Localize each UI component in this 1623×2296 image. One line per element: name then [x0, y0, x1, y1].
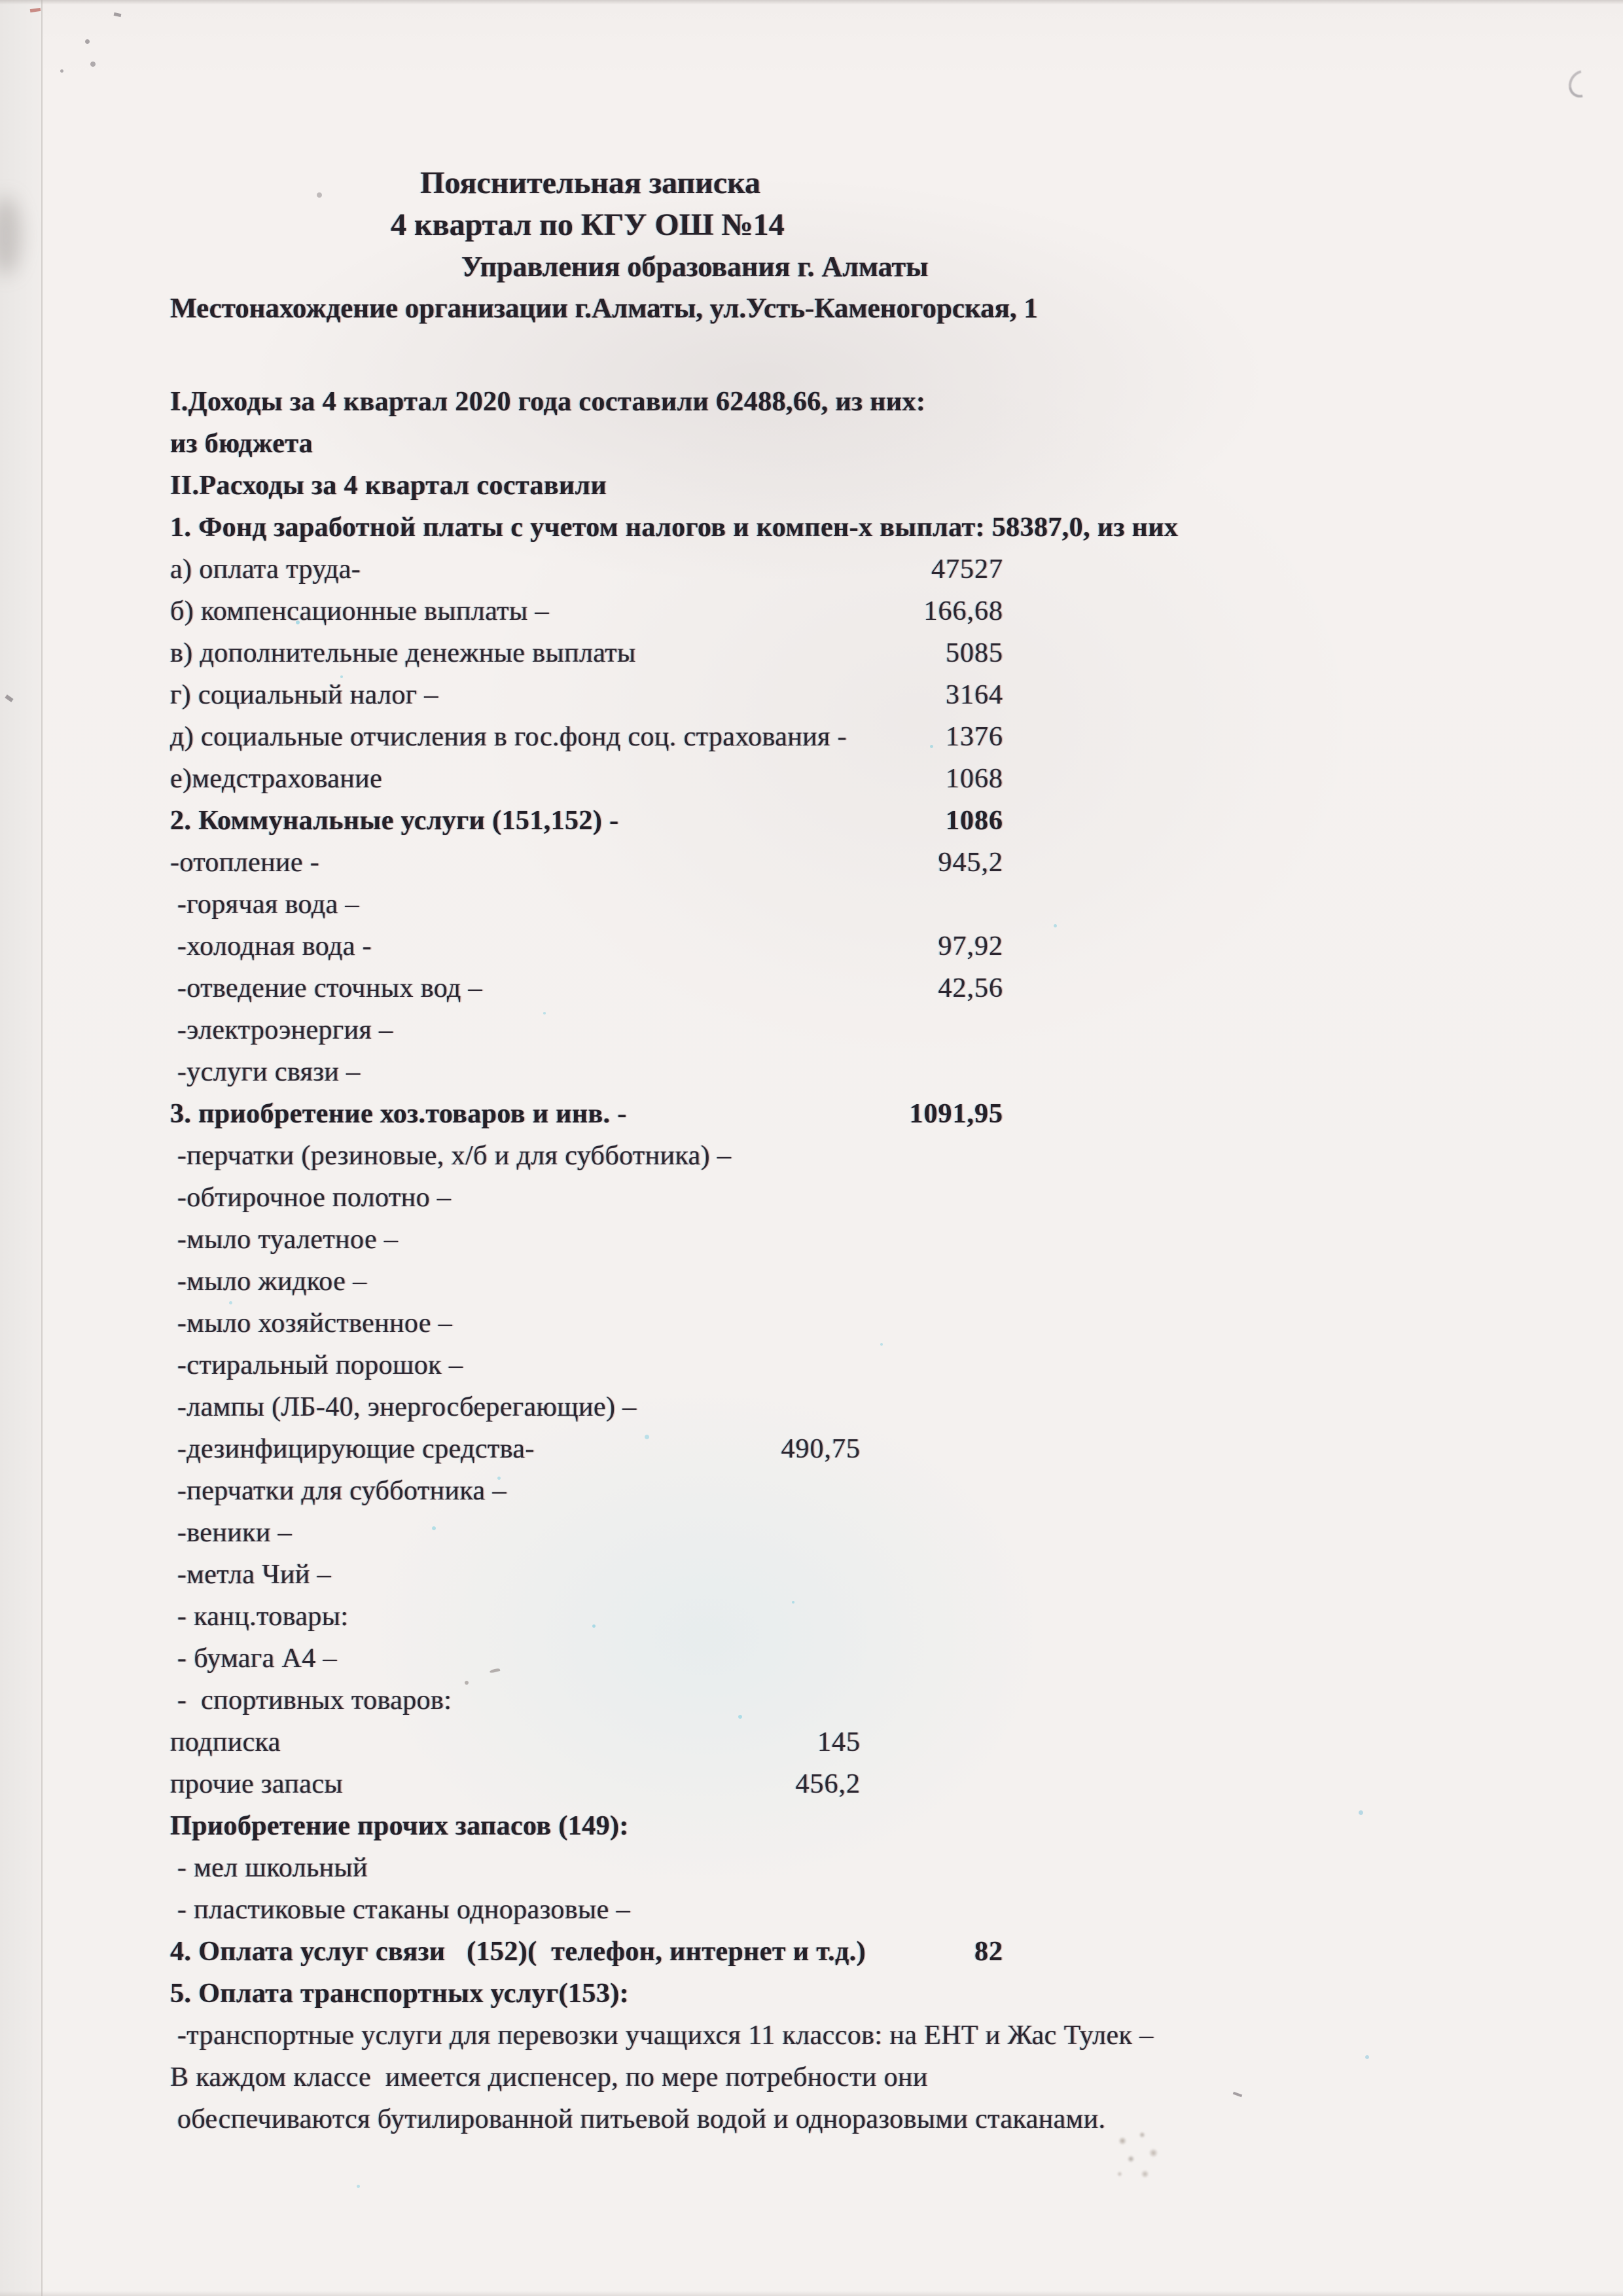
doc-line-text: -стиральный порошок – — [170, 1350, 463, 1380]
doc-line — [0, 590, 1623, 632]
doc-line-text: 2. Коммунальные услуги (151,152) - — [170, 806, 619, 836]
doc-line — [0, 758, 1623, 800]
doc-line-text: -веники – — [170, 1518, 293, 1548]
doc-line-text: б) компенсационные выплаты – — [170, 596, 549, 626]
doc-line-value: 145 — [817, 1727, 861, 1757]
doc-line — [0, 423, 1623, 465]
doc-line-text: -отведение сточных вод – — [170, 973, 482, 1003]
doc-line-text: - канц.товары: — [170, 1602, 349, 1632]
doc-line-value: 456,2 — [795, 1769, 861, 1799]
doc-title-line-4: Местонахождение организации г.Алматы, ул.Усть-Каменогорская, 1 — [170, 293, 1038, 324]
doc-line — [0, 548, 1623, 590]
doc-line-text: -дезинфицирующие средства- — [170, 1434, 535, 1464]
doc-line — [0, 1596, 1623, 1638]
doc-line-text: - спортивных товаров: — [170, 1685, 452, 1715]
doc-line — [0, 1805, 1623, 1847]
doc-line — [0, 1009, 1623, 1051]
doc-line — [0, 1135, 1623, 1177]
doc-line-text: -метла Чий – — [170, 1560, 332, 1590]
doc-line-text: Приобретение прочих запасов (149): — [170, 1811, 629, 1841]
doc-line — [0, 1386, 1623, 1428]
doc-line-value: 1086 — [946, 806, 1003, 836]
doc-line-value: 47527 — [931, 554, 1003, 584]
doc-line-value: 1376 — [946, 722, 1003, 752]
doc-line — [0, 507, 1623, 548]
doc-line-text: -горячая вода – — [170, 889, 359, 920]
doc-line — [0, 884, 1623, 925]
doc-line — [0, 465, 1623, 507]
doc-line-text: в) дополнительные денежные выплаты — [170, 638, 636, 668]
doc-line — [0, 632, 1623, 674]
doc-line — [0, 1721, 1623, 1763]
doc-line-text: 3. приобретение хоз.товаров и инв. - — [170, 1099, 627, 1129]
doc-line-text: -транспортные услуги для перевозки учащихся 11 классов: на ЕНТ и Жас Тулек – — [170, 2020, 1154, 2051]
doc-line — [0, 800, 1623, 842]
doc-line — [0, 1261, 1623, 1302]
doc-line — [0, 1847, 1623, 1889]
doc-line-text: г) социальный налог – — [170, 680, 438, 710]
doc-line-value: 42,56 — [938, 973, 1003, 1003]
doc-line — [0, 1554, 1623, 1596]
doc-line-text: обеспечиваются бутилированной питьевой водой и одноразовыми стаканами. — [170, 2104, 1106, 2134]
doc-line — [0, 1679, 1623, 1721]
doc-line-text: -перчатки (резиновые, х/б и для субботника) – — [170, 1141, 732, 1171]
doc-line — [0, 1889, 1623, 1931]
doc-line-text: -мыло жидкое – — [170, 1266, 367, 1297]
doc-line — [0, 1051, 1623, 1093]
doc-line-text: -обтирочное полотно – — [170, 1183, 452, 1213]
doc-line-text: подписка — [170, 1727, 281, 1757]
doc-line — [0, 842, 1623, 884]
doc-line-value: 1091,95 — [909, 1099, 1003, 1129]
doc-line — [0, 967, 1623, 1009]
doc-line-text: а) оплата труда- — [170, 554, 361, 584]
document-body-lines — [0, 381, 1623, 2140]
doc-line-text: -отопление - — [170, 848, 320, 878]
scan-speck-cyan — [357, 2185, 360, 2188]
doc-line-text: прочие запасы — [170, 1769, 343, 1799]
doc-line-value: 945,2 — [938, 848, 1003, 878]
doc-line-value: 97,92 — [938, 931, 1003, 961]
doc-line — [0, 1344, 1623, 1386]
doc-line-value: 490,75 — [781, 1434, 861, 1464]
doc-title-line-3: Управления образования г. Алматы — [461, 251, 929, 283]
doc-line — [0, 1638, 1623, 1679]
doc-line-text: 4. Оплата услуг связи (152)( телефон, интернет и т.д.) — [170, 1937, 866, 1967]
document-header — [0, 0, 1623, 330]
doc-line — [0, 2056, 1623, 2098]
doc-line — [0, 1428, 1623, 1470]
doc-line — [0, 1763, 1623, 1805]
doc-line — [0, 716, 1623, 758]
doc-line — [0, 674, 1623, 716]
doc-line-value: 3164 — [946, 680, 1003, 710]
doc-line-text: -услуги связи – — [170, 1057, 361, 1087]
doc-line-text: - бумага А4 – — [170, 1643, 337, 1674]
doc-line-text: -перчатки для субботника – — [170, 1476, 507, 1506]
doc-line — [0, 1470, 1623, 1512]
doc-line-value: 82 — [974, 1937, 1003, 1967]
doc-line — [0, 381, 1623, 423]
doc-line — [0, 1093, 1623, 1135]
doc-line-text: -мыло туалетное – — [170, 1225, 399, 1255]
doc-line-text: 5. Оплата транспортных услуг(153): — [170, 1979, 630, 2009]
doc-title-line-1: Пояснительная записка — [420, 166, 761, 200]
doc-line-text: е)медстрахование — [170, 764, 383, 794]
doc-line-text: 1. Фонд заработной платы с учетом налогов и компен-х выплат: 58387,0, из них — [170, 512, 1179, 543]
doc-line-text: - мел школьный — [170, 1853, 368, 1883]
doc-line — [0, 2015, 1623, 2056]
doc-line — [0, 1931, 1623, 1973]
doc-line-text: II.Расходы за 4 квартал составили — [170, 471, 607, 501]
doc-line-text: - пластиковые стаканы одноразовые – — [170, 1895, 630, 1925]
doc-line-text: -лампы (ЛБ-40, энергосберегающие) – — [170, 1392, 637, 1422]
doc-line-text: -мыло хозяйственное – — [170, 1308, 453, 1338]
scan-edge-bottom — [0, 2291, 1623, 2296]
doc-line-text: из бюджета — [170, 429, 313, 459]
doc-line — [0, 1973, 1623, 2015]
doc-title-line-2: 4 квартал по КГУ ОШ №14 — [391, 207, 785, 242]
doc-line — [0, 925, 1623, 967]
doc-line-value: 1068 — [946, 764, 1003, 794]
doc-line-text: -холодная вода - — [170, 931, 372, 961]
doc-line — [0, 1512, 1623, 1554]
doc-line — [0, 1302, 1623, 1344]
doc-line — [0, 2098, 1623, 2140]
doc-line — [0, 1219, 1623, 1261]
doc-line — [0, 1177, 1623, 1219]
doc-line-text: д) социальные отчисления в гос.фонд соц. страхования - — [170, 722, 847, 752]
doc-line-text: В каждом классе имеется диспенсер, по мере потребности они — [170, 2062, 928, 2092]
doc-line-text: I.Доходы за 4 квартал 2020 года составили 62488,66, из них: — [170, 387, 926, 417]
doc-line-value: 5085 — [946, 638, 1003, 668]
doc-line-text: -электроэнергия – — [170, 1015, 393, 1045]
doc-line-value: 166,68 — [923, 596, 1003, 626]
